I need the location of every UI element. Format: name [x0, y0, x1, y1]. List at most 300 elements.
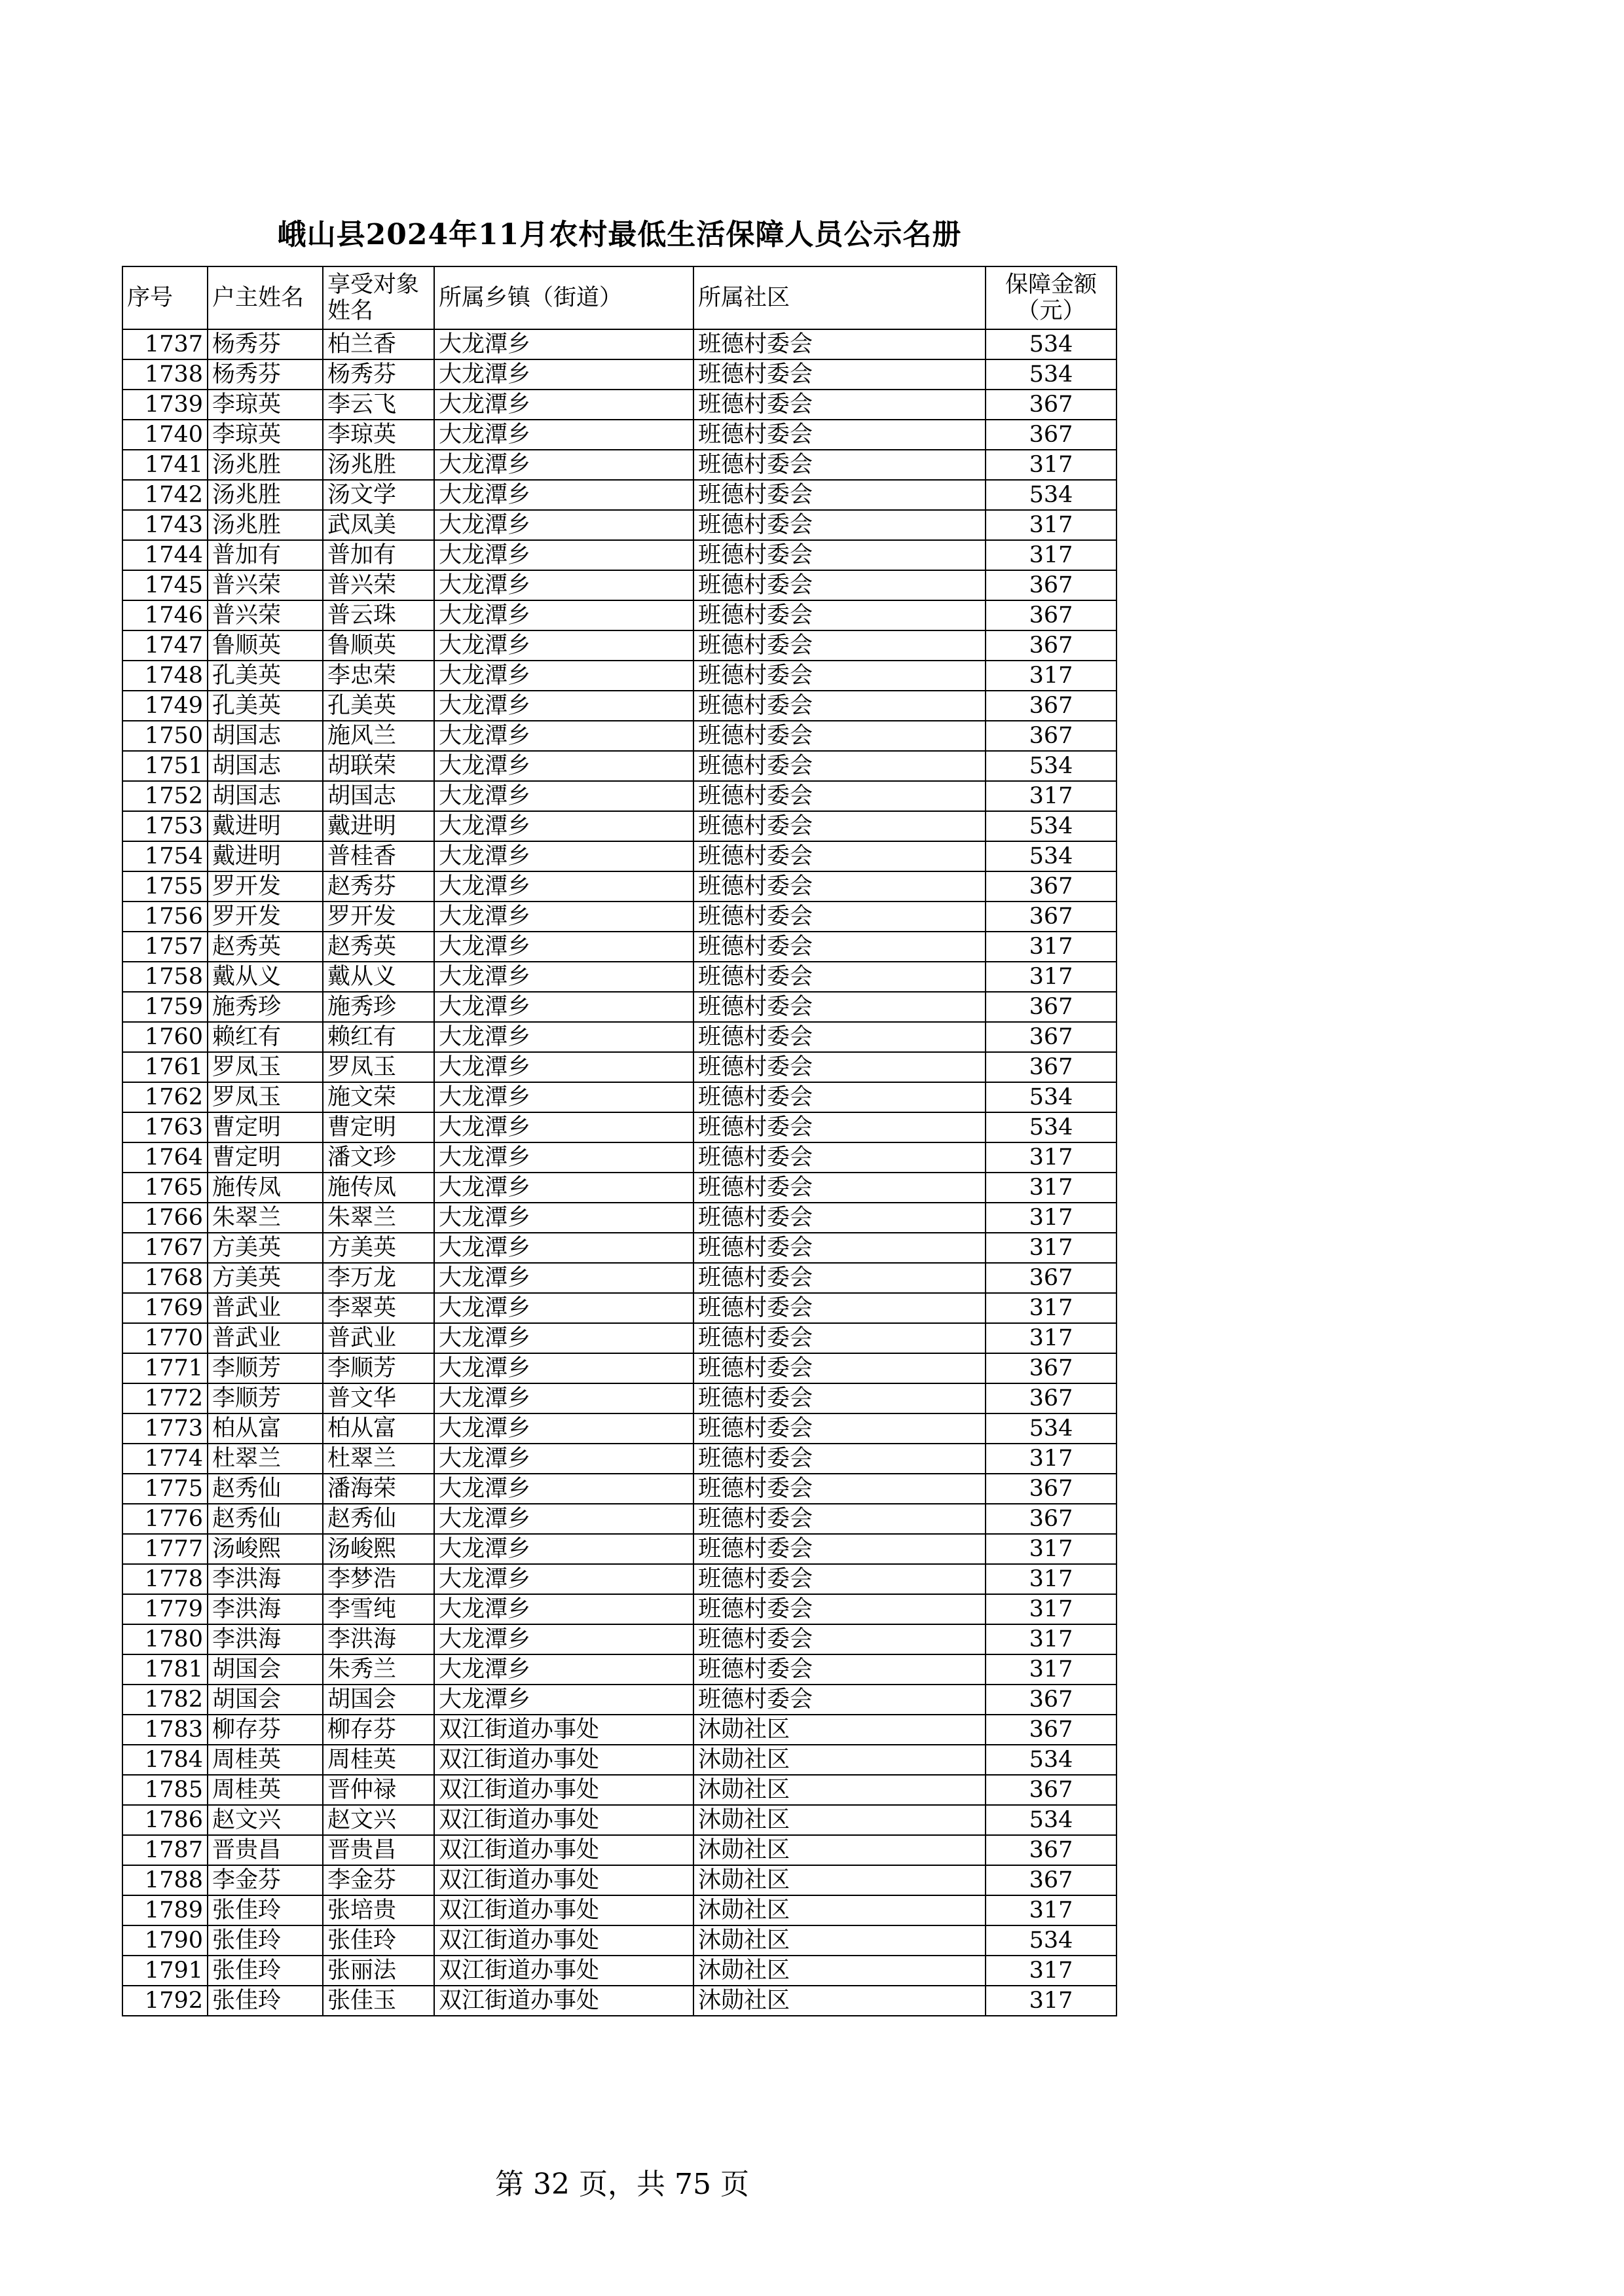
cell-beneficiary: 赖红有 [323, 1022, 434, 1052]
table-body [122, 329, 1116, 2016]
cell-community: 班德村委会 [693, 811, 986, 841]
cell-township: 双江街道办事处 [434, 1715, 693, 1745]
cell-seq: 1748 [122, 661, 208, 691]
cell-beneficiary: 胡联荣 [323, 751, 434, 781]
cell-beneficiary: 张丽法 [323, 1956, 434, 1986]
cell-beneficiary: 李琼英 [323, 420, 434, 450]
table-row [122, 1504, 1116, 1534]
cell-household-head: 罗凤玉 [208, 1082, 323, 1112]
table-row [122, 1594, 1116, 1624]
cell-seq: 1764 [122, 1142, 208, 1173]
table-row [122, 721, 1116, 751]
cell-community: 沐勋社区 [693, 1775, 986, 1805]
cell-beneficiary: 曹定明 [323, 1112, 434, 1142]
cell-amount: 367 [986, 902, 1116, 932]
cell-household-head: 李顺芳 [208, 1383, 323, 1413]
table-row [122, 1805, 1116, 1835]
cell-township: 大龙潭乡 [434, 871, 693, 902]
cell-seq: 1792 [122, 1986, 208, 2016]
cell-amount: 367 [986, 420, 1116, 450]
cell-community: 班德村委会 [693, 962, 986, 992]
cell-household-head: 汤兆胜 [208, 450, 323, 480]
cell-township: 大龙潭乡 [434, 781, 693, 811]
cell-township: 大龙潭乡 [434, 691, 693, 721]
table-row [122, 841, 1116, 871]
cell-community: 班德村委会 [693, 1413, 986, 1444]
cell-beneficiary: 李洪海 [323, 1624, 434, 1654]
cell-household-head: 曹定明 [208, 1142, 323, 1173]
table-row [122, 329, 1116, 359]
cell-community: 班德村委会 [693, 1564, 986, 1594]
table-row [122, 540, 1116, 570]
cell-township: 大龙潭乡 [434, 751, 693, 781]
cell-seq: 1737 [122, 329, 208, 359]
table-row [122, 1895, 1116, 1925]
cell-household-head: 孔美英 [208, 691, 323, 721]
cell-community: 班德村委会 [693, 1052, 986, 1082]
cell-household-head: 胡国会 [208, 1654, 323, 1685]
table-row [122, 1323, 1116, 1353]
cell-amount: 317 [986, 1173, 1116, 1203]
cell-amount: 317 [986, 932, 1116, 962]
cell-beneficiary: 孔美英 [323, 691, 434, 721]
table-row [122, 1474, 1116, 1504]
table-row [122, 1263, 1116, 1293]
cell-township: 双江街道办事处 [434, 1956, 693, 1986]
cell-community: 班德村委会 [693, 781, 986, 811]
cell-seq: 1772 [122, 1383, 208, 1413]
table-row [122, 510, 1116, 540]
cell-beneficiary: 李梦浩 [323, 1564, 434, 1594]
cell-seq: 1784 [122, 1745, 208, 1775]
cell-community: 沐勋社区 [693, 1865, 986, 1895]
cell-amount: 367 [986, 1052, 1116, 1082]
table-row [122, 1925, 1116, 1956]
cell-community: 班德村委会 [693, 1173, 986, 1203]
page-title: 峨山县2024年11月农村最低生活保障人员公示名册 [277, 218, 962, 251]
cell-community: 班德村委会 [693, 600, 986, 630]
cell-township: 大龙潭乡 [434, 1594, 693, 1624]
cell-beneficiary: 李忠荣 [323, 661, 434, 691]
cell-household-head: 柏从富 [208, 1413, 323, 1444]
cell-seq: 1788 [122, 1865, 208, 1895]
beneficiary-table [122, 266, 1117, 2016]
cell-community: 班德村委会 [693, 721, 986, 751]
table-row [122, 691, 1116, 721]
cell-community: 班德村委会 [693, 630, 986, 661]
cell-beneficiary: 普文华 [323, 1383, 434, 1413]
cell-township: 双江街道办事处 [434, 1835, 693, 1865]
cell-beneficiary: 赵秀芬 [323, 871, 434, 902]
cell-township: 大龙潭乡 [434, 1444, 693, 1474]
cell-seq: 1738 [122, 359, 208, 390]
cell-amount: 367 [986, 630, 1116, 661]
cell-community: 班德村委会 [693, 1594, 986, 1624]
cell-seq: 1781 [122, 1654, 208, 1685]
cell-amount: 534 [986, 329, 1116, 359]
table-row [122, 1564, 1116, 1594]
cell-seq: 1753 [122, 811, 208, 841]
cell-community: 班德村委会 [693, 570, 986, 600]
cell-amount: 534 [986, 1082, 1116, 1112]
cell-beneficiary: 李金芬 [323, 1865, 434, 1895]
cell-seq: 1747 [122, 630, 208, 661]
cell-household-head: 普武业 [208, 1293, 323, 1323]
cell-township: 大龙潭乡 [434, 1263, 693, 1293]
cell-household-head: 李洪海 [208, 1594, 323, 1624]
cell-seq: 1745 [122, 570, 208, 600]
cell-beneficiary: 方美英 [323, 1233, 434, 1263]
cell-community: 班德村委会 [693, 932, 986, 962]
cell-amount: 317 [986, 1956, 1116, 1986]
cell-amount: 317 [986, 1594, 1116, 1624]
cell-community: 班德村委会 [693, 1504, 986, 1534]
cell-seq: 1783 [122, 1715, 208, 1745]
cell-township: 双江街道办事处 [434, 1925, 693, 1956]
cell-township: 大龙潭乡 [434, 570, 693, 600]
cell-household-head: 赖红有 [208, 1022, 323, 1052]
cell-household-head: 赵秀仙 [208, 1504, 323, 1534]
cell-township: 大龙潭乡 [434, 1082, 693, 1112]
cell-amount: 534 [986, 1805, 1116, 1835]
cell-community: 班德村委会 [693, 359, 986, 390]
cell-seq: 1786 [122, 1805, 208, 1835]
cell-amount: 317 [986, 1624, 1116, 1654]
cell-amount: 534 [986, 480, 1116, 510]
cell-seq: 1746 [122, 600, 208, 630]
cell-township: 大龙潭乡 [434, 1654, 693, 1685]
table-row [122, 962, 1116, 992]
cell-community: 班德村委会 [693, 1685, 986, 1715]
cell-household-head: 戴进明 [208, 841, 323, 871]
cell-township: 大龙潭乡 [434, 480, 693, 510]
cell-beneficiary: 普云珠 [323, 600, 434, 630]
cell-seq: 1743 [122, 510, 208, 540]
cell-household-head: 施传凤 [208, 1173, 323, 1203]
cell-township: 大龙潭乡 [434, 540, 693, 570]
cell-community: 班德村委会 [693, 691, 986, 721]
cell-household-head: 张佳玲 [208, 1895, 323, 1925]
cell-seq: 1766 [122, 1203, 208, 1233]
cell-household-head: 李洪海 [208, 1564, 323, 1594]
cell-household-head: 李金芬 [208, 1865, 323, 1895]
cell-household-head: 普武业 [208, 1323, 323, 1353]
cell-beneficiary: 晋仲禄 [323, 1775, 434, 1805]
cell-amount: 317 [986, 1534, 1116, 1564]
table-header-row [122, 266, 1116, 329]
cell-beneficiary: 施传凤 [323, 1173, 434, 1203]
table-row [122, 871, 1116, 902]
cell-community: 班德村委会 [693, 1383, 986, 1413]
cell-amount: 367 [986, 1474, 1116, 1504]
cell-community: 班德村委会 [693, 1353, 986, 1383]
cell-community: 班德村委会 [693, 1022, 986, 1052]
table-row [122, 1745, 1116, 1775]
cell-amount: 534 [986, 1925, 1116, 1956]
cell-township: 大龙潭乡 [434, 1022, 693, 1052]
cell-community: 班德村委会 [693, 390, 986, 420]
cell-seq: 1751 [122, 751, 208, 781]
table-row [122, 661, 1116, 691]
cell-seq: 1780 [122, 1624, 208, 1654]
cell-household-head: 汤兆胜 [208, 510, 323, 540]
cell-amount: 534 [986, 1745, 1116, 1775]
cell-amount: 367 [986, 1865, 1116, 1895]
cell-community: 班德村委会 [693, 902, 986, 932]
header-amount: 保障金额（元） [986, 266, 1116, 329]
cell-seq: 1778 [122, 1564, 208, 1594]
cell-beneficiary: 胡国会 [323, 1685, 434, 1715]
cell-household-head: 胡国会 [208, 1685, 323, 1715]
cell-community: 沐勋社区 [693, 1745, 986, 1775]
cell-household-head: 孔美英 [208, 661, 323, 691]
header-township: 所属乡镇（街道） [434, 266, 693, 329]
cell-community: 班德村委会 [693, 1323, 986, 1353]
cell-beneficiary: 李万龙 [323, 1263, 434, 1293]
table-row [122, 1142, 1116, 1173]
cell-seq: 1768 [122, 1263, 208, 1293]
cell-township: 大龙潭乡 [434, 1504, 693, 1534]
cell-household-head: 赵文兴 [208, 1805, 323, 1835]
cell-township: 大龙潭乡 [434, 721, 693, 751]
cell-community: 班德村委会 [693, 1293, 986, 1323]
cell-seq: 1765 [122, 1173, 208, 1203]
cell-beneficiary: 张培贵 [323, 1895, 434, 1925]
table-row [122, 1052, 1116, 1082]
cell-beneficiary: 普武业 [323, 1323, 434, 1353]
table-row [122, 1022, 1116, 1052]
cell-household-head: 罗开发 [208, 871, 323, 902]
cell-township: 大龙潭乡 [434, 630, 693, 661]
cell-amount: 317 [986, 1203, 1116, 1233]
page-footer: 第 32 页，共 75 页 [495, 2168, 749, 2201]
cell-township: 大龙潭乡 [434, 1173, 693, 1203]
cell-beneficiary: 晋贵昌 [323, 1835, 434, 1865]
table-row [122, 992, 1116, 1022]
cell-seq: 1761 [122, 1052, 208, 1082]
cell-seq: 1739 [122, 390, 208, 420]
cell-beneficiary: 汤文学 [323, 480, 434, 510]
cell-seq: 1767 [122, 1233, 208, 1263]
cell-beneficiary: 赵文兴 [323, 1805, 434, 1835]
cell-beneficiary: 柏从富 [323, 1413, 434, 1444]
table-row [122, 1775, 1116, 1805]
cell-amount: 534 [986, 1413, 1116, 1444]
cell-household-head: 杨秀芬 [208, 359, 323, 390]
table-row [122, 1865, 1116, 1895]
cell-township: 大龙潭乡 [434, 962, 693, 992]
table-row [122, 1986, 1116, 2016]
cell-amount: 367 [986, 1715, 1116, 1745]
cell-household-head: 李琼英 [208, 420, 323, 450]
cell-amount: 367 [986, 721, 1116, 751]
cell-seq: 1782 [122, 1685, 208, 1715]
cell-seq: 1790 [122, 1925, 208, 1956]
cell-seq: 1750 [122, 721, 208, 751]
cell-household-head: 普兴荣 [208, 600, 323, 630]
cell-community: 沐勋社区 [693, 1715, 986, 1745]
cell-township: 双江街道办事处 [434, 1805, 693, 1835]
cell-seq: 1752 [122, 781, 208, 811]
cell-community: 班德村委会 [693, 992, 986, 1022]
cell-amount: 367 [986, 1775, 1116, 1805]
cell-amount: 367 [986, 1263, 1116, 1293]
cell-beneficiary: 杜翠兰 [323, 1444, 434, 1474]
cell-township: 大龙潭乡 [434, 1685, 693, 1715]
cell-household-head: 张佳玲 [208, 1986, 323, 2016]
cell-seq: 1740 [122, 420, 208, 450]
table-row [122, 630, 1116, 661]
table-row [122, 781, 1116, 811]
cell-amount: 367 [986, 1022, 1116, 1052]
cell-seq: 1742 [122, 480, 208, 510]
cell-township: 双江街道办事处 [434, 1775, 693, 1805]
cell-community: 班德村委会 [693, 751, 986, 781]
cell-seq: 1787 [122, 1835, 208, 1865]
cell-beneficiary: 汤兆胜 [323, 450, 434, 480]
cell-seq: 1760 [122, 1022, 208, 1052]
cell-seq: 1789 [122, 1895, 208, 1925]
cell-amount: 317 [986, 1895, 1116, 1925]
cell-seq: 1777 [122, 1534, 208, 1564]
table-row [122, 390, 1116, 420]
table-row [122, 1173, 1116, 1203]
cell-amount: 367 [986, 1835, 1116, 1865]
cell-beneficiary: 张佳玲 [323, 1925, 434, 1956]
cell-household-head: 杨秀芬 [208, 329, 323, 359]
cell-township: 大龙潭乡 [434, 841, 693, 871]
cell-beneficiary: 汤峻熙 [323, 1534, 434, 1564]
cell-amount: 317 [986, 1444, 1116, 1474]
cell-township: 大龙潭乡 [434, 510, 693, 540]
cell-amount: 534 [986, 359, 1116, 390]
cell-beneficiary: 赵秀仙 [323, 1504, 434, 1534]
cell-amount: 367 [986, 1383, 1116, 1413]
cell-household-head: 汤峻熙 [208, 1534, 323, 1564]
cell-township: 大龙潭乡 [434, 661, 693, 691]
table-row [122, 1624, 1116, 1654]
cell-amount: 367 [986, 1685, 1116, 1715]
cell-amount: 367 [986, 871, 1116, 902]
header-household-head: 户主姓名 [208, 266, 323, 329]
cell-township: 双江街道办事处 [434, 1745, 693, 1775]
cell-beneficiary: 普桂香 [323, 841, 434, 871]
table-row [122, 359, 1116, 390]
table-row [122, 480, 1116, 510]
table-row [122, 1654, 1116, 1685]
cell-household-head: 李顺芳 [208, 1353, 323, 1383]
header-beneficiary: 享受对象姓名 [323, 266, 434, 329]
cell-beneficiary: 普加有 [323, 540, 434, 570]
table-row [122, 570, 1116, 600]
table-row [122, 1413, 1116, 1444]
cell-amount: 317 [986, 1233, 1116, 1263]
cell-township: 大龙潭乡 [434, 600, 693, 630]
cell-township: 大龙潭乡 [434, 1052, 693, 1082]
cell-amount: 317 [986, 1986, 1116, 2016]
cell-seq: 1770 [122, 1323, 208, 1353]
cell-household-head: 方美英 [208, 1263, 323, 1293]
header-community: 所属社区 [693, 266, 986, 329]
cell-seq: 1758 [122, 962, 208, 992]
cell-household-head: 普兴荣 [208, 570, 323, 600]
cell-seq: 1763 [122, 1112, 208, 1142]
cell-amount: 534 [986, 1112, 1116, 1142]
cell-amount: 367 [986, 570, 1116, 600]
cell-community: 班德村委会 [693, 329, 986, 359]
cell-community: 班德村委会 [693, 1203, 986, 1233]
cell-household-head: 李洪海 [208, 1624, 323, 1654]
cell-amount: 317 [986, 450, 1116, 480]
cell-seq: 1756 [122, 902, 208, 932]
cell-amount: 317 [986, 1564, 1116, 1594]
cell-community: 班德村委会 [693, 1112, 986, 1142]
cell-household-head: 周桂英 [208, 1745, 323, 1775]
cell-seq: 1776 [122, 1504, 208, 1534]
cell-seq: 1755 [122, 871, 208, 902]
cell-township: 大龙潭乡 [434, 902, 693, 932]
cell-township: 大龙潭乡 [434, 1323, 693, 1353]
cell-seq: 1775 [122, 1474, 208, 1504]
cell-amount: 317 [986, 1654, 1116, 1685]
cell-township: 大龙潭乡 [434, 329, 693, 359]
table-row [122, 600, 1116, 630]
cell-beneficiary: 周桂英 [323, 1745, 434, 1775]
cell-amount: 367 [986, 691, 1116, 721]
table-row [122, 420, 1116, 450]
cell-township: 大龙潭乡 [434, 1353, 693, 1383]
cell-beneficiary: 朱秀兰 [323, 1654, 434, 1685]
cell-household-head: 李琼英 [208, 390, 323, 420]
table-row [122, 1444, 1116, 1474]
cell-township: 大龙潭乡 [434, 1233, 693, 1263]
cell-household-head: 胡国志 [208, 751, 323, 781]
table-row [122, 1082, 1116, 1112]
cell-amount: 317 [986, 540, 1116, 570]
table-row [122, 450, 1116, 480]
cell-beneficiary: 施文荣 [323, 1082, 434, 1112]
cell-household-head: 杜翠兰 [208, 1444, 323, 1474]
cell-household-head: 周桂英 [208, 1775, 323, 1805]
cell-township: 大龙潭乡 [434, 1534, 693, 1564]
cell-seq: 1774 [122, 1444, 208, 1474]
cell-amount: 367 [986, 992, 1116, 1022]
cell-community: 沐勋社区 [693, 1835, 986, 1865]
table-row [122, 1383, 1116, 1413]
table-row [122, 1685, 1116, 1715]
cell-amount: 534 [986, 811, 1116, 841]
cell-township: 大龙潭乡 [434, 1293, 693, 1323]
cell-household-head: 罗凤玉 [208, 1052, 323, 1082]
cell-community: 班德村委会 [693, 450, 986, 480]
cell-community: 班德村委会 [693, 1624, 986, 1654]
cell-seq: 1769 [122, 1293, 208, 1323]
cell-household-head: 曹定明 [208, 1112, 323, 1142]
cell-community: 沐勋社区 [693, 1895, 986, 1925]
cell-household-head: 罗开发 [208, 902, 323, 932]
cell-household-head: 汤兆胜 [208, 480, 323, 510]
cell-household-head: 柳存芬 [208, 1715, 323, 1745]
cell-community: 班德村委会 [693, 1534, 986, 1564]
cell-beneficiary: 戴进明 [323, 811, 434, 841]
cell-community: 班德村委会 [693, 420, 986, 450]
cell-beneficiary: 武凤美 [323, 510, 434, 540]
cell-township: 大龙潭乡 [434, 992, 693, 1022]
cell-community: 班德村委会 [693, 480, 986, 510]
table-row [122, 1835, 1116, 1865]
cell-community: 班德村委会 [693, 1654, 986, 1685]
cell-household-head: 戴从义 [208, 962, 323, 992]
